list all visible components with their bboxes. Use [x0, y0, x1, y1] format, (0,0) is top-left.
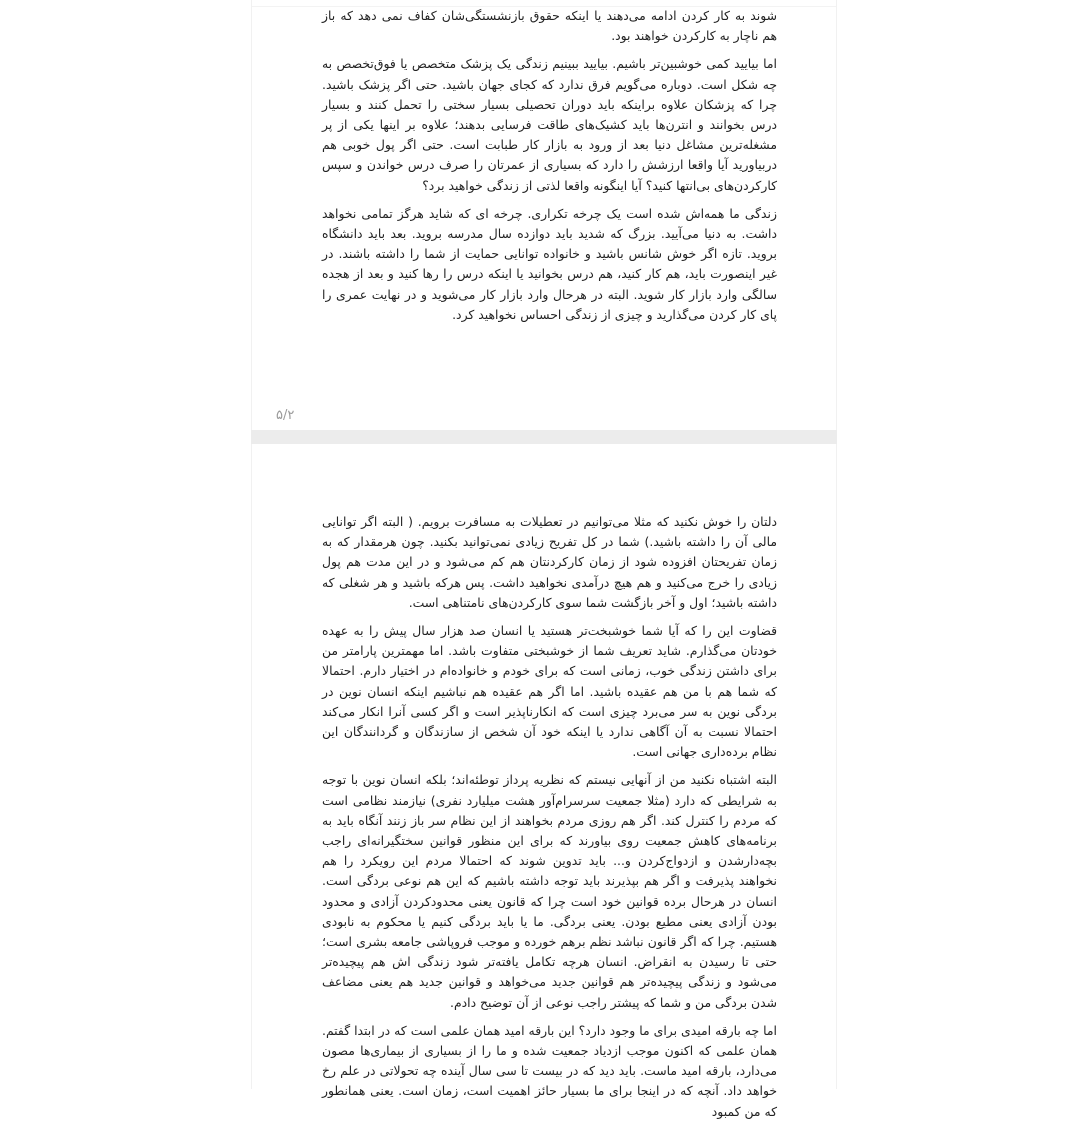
paragraph: شوند به کار کردن ادامه می‌دهند یا اینکه حقوق بازنشستگی‌شان کفاف نمی دهد که باز هم ناچار به کارکردن خواهند بود. — [322, 8, 777, 44]
paragraph: زندگی ما همه‌اش شده است یک چرخه تکراری. چرخه ای که شاید هرگز تمامی نخواهد داشت. به دنیا می‌آیید. بزرگ که شدید باید دوازده سال مدرسه بروید. بعد باید دانشگاه بروید. تازه اگر خوش شانس باشید و خانواده توانایی حمایت از شما را داشته باشند. در غیر اینصورت باید، هم کار کنید، هم درس بخوانید یا اینکه درس را رها کنید و بعد از هجده سالگی وارد بازار کار شوید. البته در هرحال وارد بازار کار می‌شوید و در نهایت عمری را پای کار کردن می‌گذارید و چیزی از زندگی احساس نخواهید کرد. — [322, 205, 777, 322]
page-separator — [251, 430, 837, 444]
document-page-previous — [251, 0, 837, 430]
page-text-block — [322, 6, 777, 333]
paragraph: قضاوت این را که آیا شما خوشبخت‌تر هستید یا انسان صد هزار سال پیش را به عهده خودتان می‌گذارم. شاید تعریف شما از خوشبختی متفاوت باشد. اما مهمترین پارامتر من برای داشتن زندگی خوب، زمانی است که برای خودم و خانواده‌ام در اختیار دارم. احتمالا که شما هم با من هم عقیده باشید. اما اگر هم عقیده هم نباشیم اینکه انسان نوین در بردگی نوین به سر می‌برد چیزی است که انکارناپذیر است و اگر کسی آنرا انکار می‌کند احتمالا نسبت به آن آگاهی ندارد یا اینکه خود آن شخص از سازندگان و گردانندگان این نظام برده‌داری جهانی است. — [322, 623, 777, 760]
page-number: ۵/۲ — [276, 408, 295, 423]
page-text-block — [322, 512, 777, 1130]
paragraph: اما چه بارقه امیدی برای ما وجود دارد؟ این بارقه امید همان علمی است که در ابتدا گفتم. همان علمی که اکنون موجب ازدیاد جمعیت شده و ما را از بسیاری از بیماری‌ها مصون می‌دارد، بارقه امید ماست. باید دید که در بیست تا سی سال آینده چه تحولاتی در علم رخ خواهد داد. آنچه که در اینجا برای ما بسیار حائز اهمیت است، زمان است. یعنی همانطور که من کمبود — [322, 1022, 777, 1119]
paragraph: اما بیایید کمی خوشبین‌تر باشیم. بیایید ببینیم زندگی یک پزشک متخصص یا فوق‌تخصص به چه شکل است. دوباره می‌گویم فرق ندارد که کجای جهان باشید. حتی اگر پزشک باشید. چرا که پزشکان علاوه براینکه باید دوران تحصیلی بسیار سختی را تحمل کنند و بسیار درس بخوانند و انترن‌ها باید کشیک‌های طاقت فرسایی بدهند؛ علاوه بر اینها یکی از پر مشغله‌ترین مشاغل دنیا بعد از ورود به بازار کار طبابت است. حتی اگر پول خوبی هم دربیاورید آیا واقعا ارزشش را دارد که بسیاری از عمرتان را صرف درس خواندن و سپس کارکردن‌های بی‌انتها کنید؟ آیا اینگونه واقعا لذتی از زندگی خواهید برد؟ — [322, 56, 777, 193]
paragraph: دلتان را خوش نکنید که مثلا می‌توانیم در تعطیلات به مسافرت برویم. ( البته اگر توانایی مالی آن را داشته باشید.) شما در کل تفریح زیادی نمی‌توانید بکنید. چون هرمقدار که به زمان تفریحتان افزوده شود از زمان کارکردنتان هم کم می‌شود و در این مدت هم پول زیادی را خرج می‌کنید و هم هیچ درآمدی نخواهید داشت. پس هرکه باشید و هر شغلی که داشته باشید؛ اول و آخر بازگشت شما سوی کارکردن‌های نامتناهی است. — [322, 514, 777, 610]
paragraph: البته اشتباه نکنید من از آنهایی نیستم که نظریه پرداز توطئه‌اند؛ بلکه انسان نوین با توجه به شرایطی که دارد (مثلا جمعیت سرسرام‌آور هشت میلیارد نفری) نیازمند نظامی است که مردم را کنترل کند. اگر هم روزی مردم بخواهند از این نظام سر باز زنند آنگاه باید به برنامه‌های کاهش جمعیت روی بیاورند که برای این منظور قوانین سختگیرانه‌ای راجب بچه‌دارشدن و ازدواج‌کردن و... باید تدوین شوند که احتمالا مردم این رویکرد را هم نخواهند پذیرفت و اگر هم بپذیرند باید توجه داشته باشیم که این هم نوعی بردگی است. انسان در هرحال برده قوانین خود است چرا که قانون یعنی محدودکردن آزادی و محدود بودن آزادی یعنی مطیع بودن. یعنی بردگی. ما یا باید بردگی کنیم یا محکوم به نابودی هستیم. چرا که اگر قانون نباشد نظم برهم خورده و موجب فروپاشی جامعه بشری است؛ حتی تا رسیدن به انقراض. انسان هرچه تکامل یافته‌تر شود زندگی اش هم پیچیده‌تر می‌شود و زندگی پیچیده‌تر هم قوانین جدید می‌خواهد و قوانین جدید هم یعنی مضاعف شدن بردگی من و شما که پیشتر راجب نوعی از آن توضیح دادم. — [322, 772, 777, 1010]
document-page-current — [251, 444, 837, 1119]
